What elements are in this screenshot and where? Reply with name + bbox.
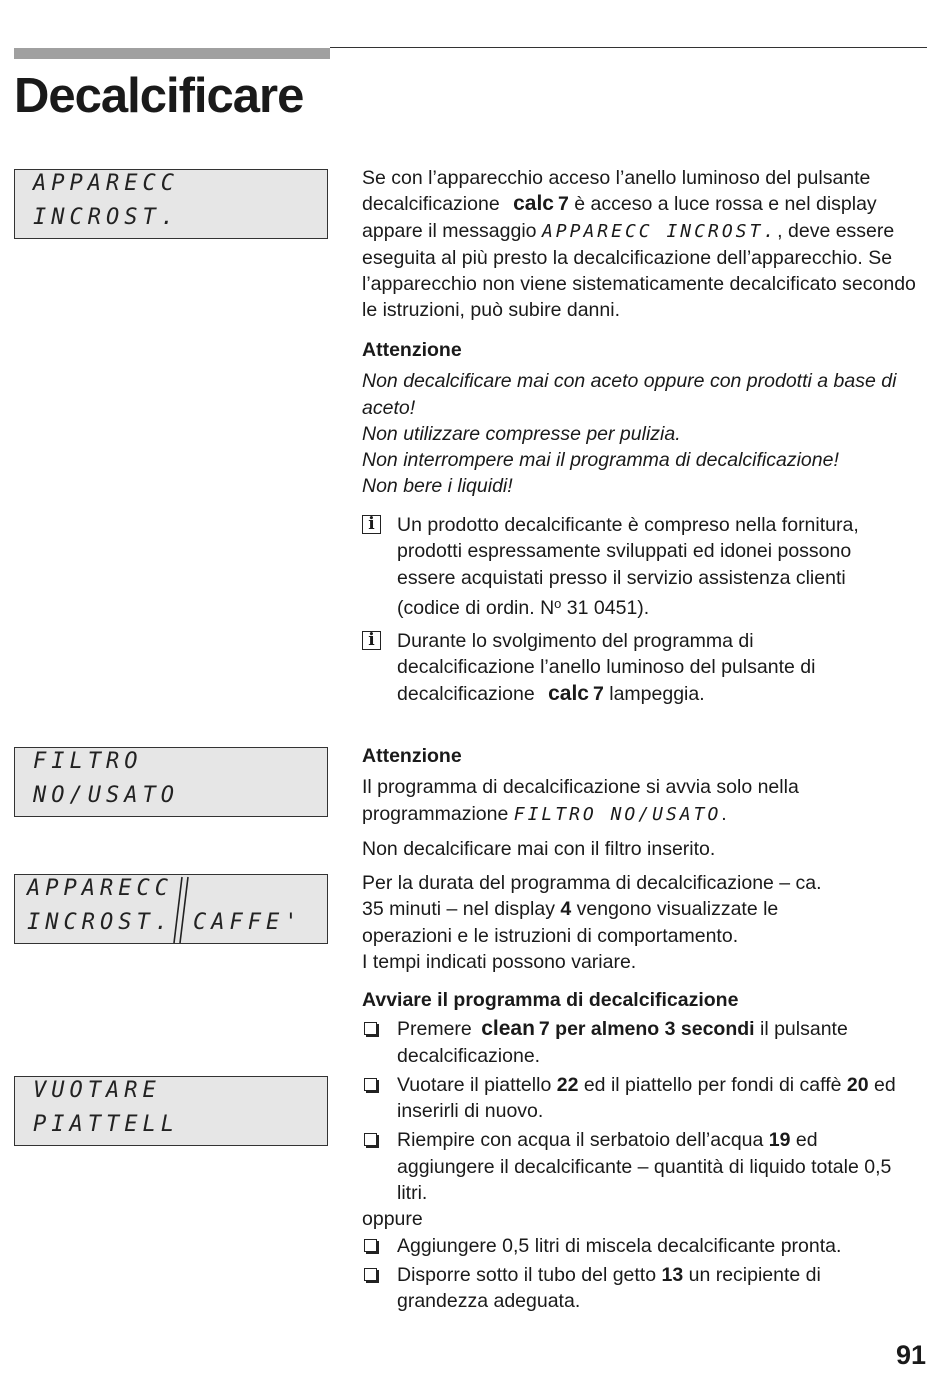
intro-section	[362, 165, 932, 324]
display-line-2: PIATTELL	[33, 1112, 179, 1137]
intro-paragraph: Se con l’apparecchio acceso l’anello luminoso del pulsante decalcificazione calc 7 è acceso a luce rossa e nel display appare il messaggio APPARECC INCROST., deve essere eseguita al più presto la decalcificazione dell’apparecchio. Se l’apparecchio non viene sistematicamente decalcificato secondo le istruzioni, può subire danni.	[362, 167, 916, 322]
page-title: Decalcificare	[14, 69, 304, 123]
info-note-2	[362, 628, 842, 707]
display-apparecc-incrost	[14, 169, 328, 239]
display-line-1: VUOTARE	[33, 1078, 161, 1103]
section-heading: Avviare il programma di decalcificazione	[362, 989, 739, 1011]
display-separator-icon	[170, 875, 190, 945]
info-text: Un prodotto decalcificante è compreso nella fornitura, prodotti espressamente sviluppati ed idonei possono essere acquistati presso il servizio assistenza clienti (codice di ordin. $N^o$ 31 0451).	[397, 514, 859, 619]
attention-paragraph: Per la durata del programma di decalcificazione – ca. 35 minuti – nel display 4 vengono visualizzate le operazioni e le istruzioni di comportamento. I tempi indicati possono variare.	[362, 872, 822, 974]
display-filtro-nousato	[14, 747, 328, 817]
info-icon: i	[362, 631, 381, 650]
display-line-1: APPARECC	[27, 876, 173, 901]
info-note-1	[362, 512, 907, 621]
attention-line: Non decalcificare mai con aceto oppure con prodotti a base di aceto!	[362, 370, 897, 419]
info-text: Durante lo svolgimento del programma di decalcificazione l’anello luminoso del pulsante di decalcificazione calc 7 lampeggia.	[397, 630, 816, 705]
checkbox-bullet-icon	[364, 1239, 377, 1252]
list-item: Vuotare il piattello 22 ed il piattello per fondi di caffè 20 ed inserirli di nuovo.	[362, 1072, 912, 1125]
display-vuotare-piattell	[14, 1076, 328, 1146]
attention-section-2	[362, 743, 842, 975]
calc-key-label: calc	[513, 192, 554, 216]
attention-paragraph: Il programma di decalcificazione si avvia solo nella programmazione FILTRO NO/USATO.	[362, 776, 799, 825]
list-item: Disporre sotto il tubo del getto 13 un recipiente di grandezza adeguata.	[362, 1262, 912, 1315]
page-number: 91	[895, 1340, 926, 1370]
list-item: Riempire con acqua il serbatoio dell’acqua 19 ed aggiungere il decalcificante – quantità di liquido totale 0,5 litri.	[362, 1127, 912, 1206]
start-program-section	[362, 987, 912, 1315]
display-line-2: INCROST.	[33, 205, 179, 230]
display-line-1: APPARECC	[33, 171, 179, 196]
attention-heading: Attenzione	[362, 339, 462, 361]
checkbox-bullet-icon	[364, 1268, 377, 1281]
header-rule	[330, 47, 927, 48]
checkbox-bullet-icon	[364, 1133, 377, 1146]
info-icon: i	[362, 515, 381, 534]
inline-display-text: FILTRO NO/USATO	[513, 803, 722, 825]
header-bar-gray	[14, 48, 330, 59]
display-line-1: FILTRO	[33, 749, 143, 774]
list-item: Aggiungere 0,5 litri di miscela decalcificante pronta.	[362, 1233, 912, 1259]
inline-display-text: APPARECC INCROST.	[541, 220, 778, 242]
oppure-text: oppure	[362, 1208, 423, 1231]
display-apparecc-caffe	[14, 874, 328, 944]
attention-heading: Attenzione	[362, 745, 462, 767]
checkbox-bullet-icon	[364, 1022, 377, 1035]
display-line-2-right: CAFFE'	[193, 910, 303, 935]
list-item: Premere clean 7 per almeno 3 secondi il pulsante decalcificazione.	[362, 1016, 912, 1069]
attention-line: Non utilizzare compresse per pulizia.	[362, 422, 681, 445]
display-line-2: INCROST.	[27, 910, 173, 935]
attention-line: Non interrompere mai il programma di decalcificazione!	[362, 449, 839, 472]
attention-line: Non bere i liquidi!	[362, 475, 513, 498]
attention-paragraph: Non decalcificare mai con il filtro inserito.	[362, 837, 716, 860]
attention-section-1	[362, 337, 932, 500]
display-line-2: NO/USATO	[33, 783, 179, 808]
checkbox-bullet-icon	[364, 1078, 377, 1091]
clean-key-label: clean	[481, 1017, 535, 1041]
calc-key-label: calc	[548, 681, 589, 705]
